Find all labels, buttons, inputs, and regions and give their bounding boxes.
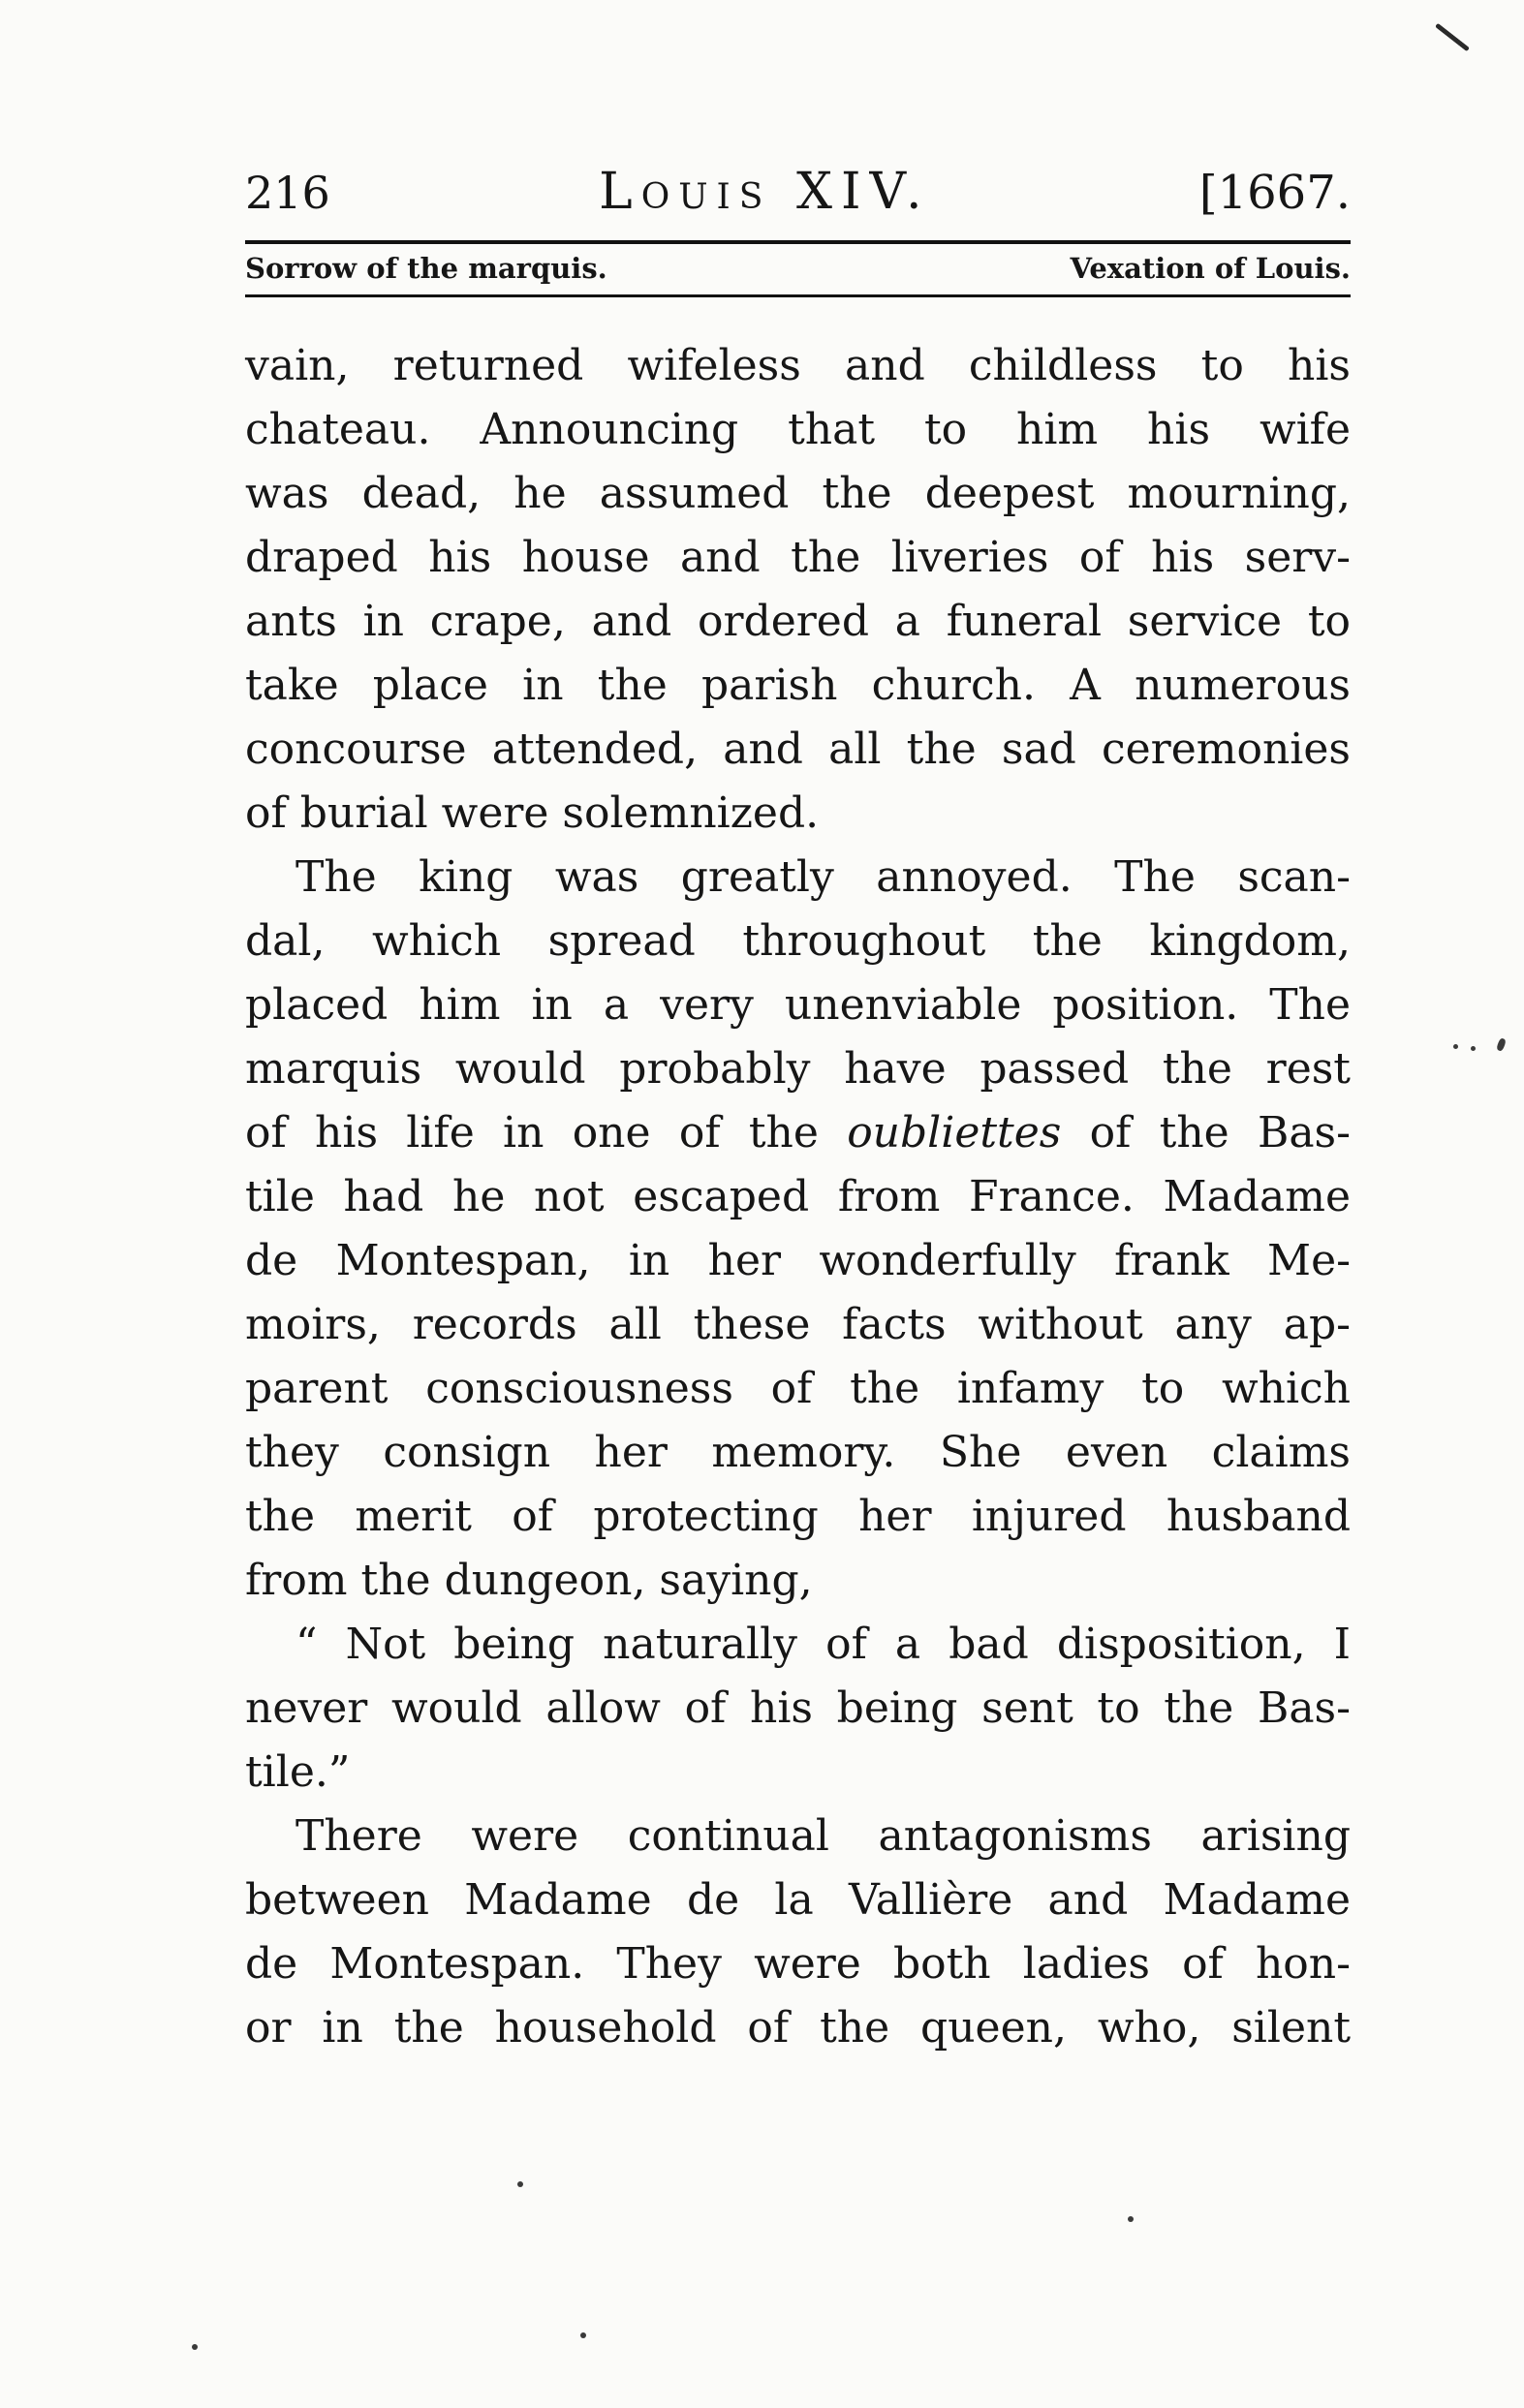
scan-speck: [580, 2332, 586, 2338]
scan-speck: [1453, 1044, 1458, 1049]
header-rule-bottom: [245, 294, 1351, 297]
text-line: concourse attended, and all the sad ceremonies: [245, 725, 1351, 774]
running-heads: [245, 244, 1351, 294]
scan-speck: [517, 2181, 523, 2187]
text-line: tile.”: [245, 1747, 351, 1797]
text-line: of burial were solemnized.: [245, 788, 820, 838]
text-line: tile had he not escaped from France. Madame: [245, 1172, 1351, 1221]
body-text: [245, 334, 1351, 2060]
running-head-left: Sorrow of the marquis.: [245, 252, 607, 285]
text-line: they consign her memory. She even claims: [245, 1428, 1351, 1477]
text-line: or in the household of the queen, who, silent: [245, 2003, 1351, 2053]
scan-speck: [1471, 1046, 1476, 1051]
scan-pen-stroke-artifact: [1435, 23, 1470, 52]
text-line: draped his house and the liveries of his serv-: [245, 533, 1351, 582]
text-line: between Madame de la Vallière and Madame: [245, 1875, 1351, 1925]
text-line: of his life in one of the oubliettes of the Bas-: [245, 1108, 1351, 1158]
page-number: 216: [245, 167, 330, 219]
text-line: vain, returned wifeless and childless to his: [245, 341, 1351, 390]
page-title: Louis XIV.: [599, 163, 931, 221]
text-line: The king was greatly annoyed. The scan-: [295, 852, 1351, 902]
text-line: the merit of protecting her injured husband: [245, 1492, 1351, 1541]
running-head-right: Vexation of Louis.: [1070, 252, 1351, 285]
text-line: parent consciousness of the infamy to which: [245, 1364, 1351, 1413]
page-header: [245, 163, 1351, 221]
page-content: [245, 163, 1351, 2060]
text-line: There were continual antagonisms arising: [295, 1811, 1351, 1861]
text-line: placed him in a very unenviable position. The: [245, 980, 1351, 1030]
text-line: ants in crape, and ordered a funeral service to: [245, 597, 1351, 646]
scan-speck: [1496, 1037, 1507, 1052]
text-line: moirs, records all these facts without any ap-: [245, 1300, 1351, 1349]
text-line: dal, which spread throughout the kingdom,: [245, 916, 1351, 966]
text-line: de Montespan, in her wonderfully frank Me-: [245, 1236, 1351, 1285]
page-date: [1667.: [1198, 166, 1351, 220]
text-line: marquis would probably have passed the rest: [245, 1044, 1351, 1094]
text-line: take place in the parish church. A numerous: [245, 661, 1351, 710]
text-line: never would allow of his being sent to the Bas-: [245, 1683, 1351, 1733]
text-line: de Montespan. They were both ladies of hon-: [245, 1939, 1351, 1989]
text-line: “ Not being naturally of a bad disposition, I: [295, 1620, 1351, 1669]
scan-speck: [1128, 2216, 1134, 2222]
text-line: chateau. Announcing that to him his wife: [245, 405, 1351, 454]
text-line: was dead, he assumed the deepest mourning,: [245, 469, 1351, 518]
scan-speck: [192, 2344, 198, 2350]
text-line: from the dungeon, saying,: [245, 1556, 813, 1605]
